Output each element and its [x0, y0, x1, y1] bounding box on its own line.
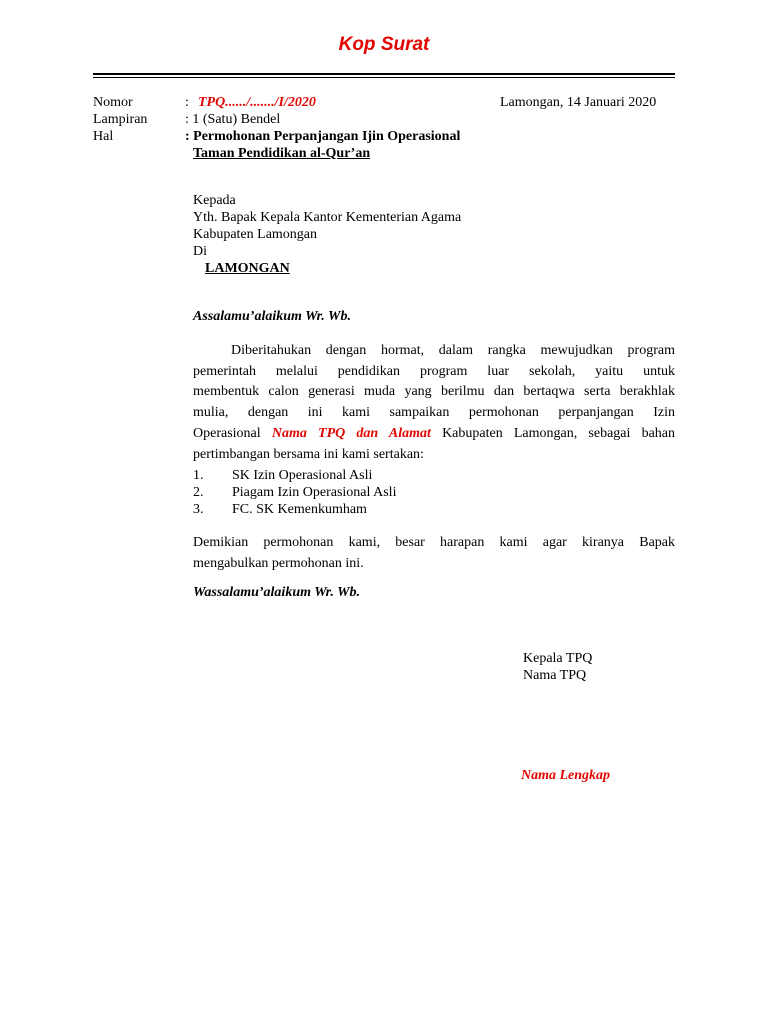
hal-label: Hal — [93, 129, 114, 144]
lampiran-label: Lampiran — [93, 112, 148, 127]
recipient-city: LAMONGAN — [205, 261, 290, 276]
letterhead-rule-thick — [93, 73, 675, 75]
lampiran-value: : 1 (Satu) Bendel — [185, 112, 281, 127]
attachment-num: 3. — [193, 502, 204, 517]
signature-role: Kepala TPQ — [523, 651, 593, 666]
recipient-line2: Yth. Bapak Kepala Kantor Kementerian Agama — [193, 210, 462, 225]
body-text: Operasional — [193, 425, 261, 441]
body-text: Kabupaten Lamongan, sebagai bahan — [442, 425, 676, 441]
letterhead-title: Kop Surat — [338, 34, 430, 55]
recipient-line3: Kabupaten Lamongan — [193, 227, 318, 242]
recipient-line1: Kepada — [193, 193, 236, 208]
attachment-num: 2. — [193, 485, 204, 500]
farewell: Wassalamu’alaikum Wr. Wb. — [193, 585, 361, 600]
body-line: pertimbangan bersama ini kami sertakan: — [193, 446, 424, 462]
attachment-text: FC. SK Kemenkumham — [232, 502, 367, 517]
hal-value-line2: Taman Pendidikan al-Qur’an — [193, 146, 371, 161]
letterhead-rule-thin — [93, 77, 675, 78]
nomor-label: Nomor — [93, 95, 133, 110]
tpq-name-placeholder: Nama TPQ dan Alamat — [271, 425, 431, 441]
closing-line: Demikian permohonan kami, besar harapan kami agar kiranya Bapak — [193, 535, 675, 550]
closing-line: mengabulkan permohonan ini. — [193, 555, 364, 571]
attachment-num: 1. — [193, 468, 204, 483]
body-paragraph — [193, 341, 675, 465]
attachment-text: Piagam Izin Operasional Asli — [232, 485, 397, 500]
body-line — [193, 424, 675, 445]
greeting: Assalamu’alaikum Wr. Wb. — [193, 309, 351, 324]
body-line: Diberitahukan dengan hormat, dalam rangka mewujudkan program — [231, 343, 675, 358]
closing-paragraph — [193, 533, 675, 574]
signature-name: Nama Lengkap — [521, 768, 611, 783]
letter-date: Lamongan, 14 Januari 2020 — [500, 95, 657, 110]
signature-org: Nama TPQ — [523, 668, 587, 683]
hal-value-line1: : Permohonan Perpanjangan Ijin Operasional — [185, 129, 461, 144]
nomor-value: TPQ....../......./I/2020 — [198, 95, 316, 110]
body-line: membentuk calon generasi muda yang berilmu dan bertaqwa serta berakhlak — [193, 384, 675, 400]
body-line: pemerintah melalui pendidikan program luar sekolah, yaitu untuk — [193, 363, 675, 379]
body-line: mulia, dengan ini kami sampaikan permohonan perpanjangan Izin — [193, 405, 675, 421]
nomor-colon: : — [185, 95, 189, 110]
recipient-line4: Di — [193, 244, 207, 259]
attachment-text: SK Izin Operasional Asli — [232, 468, 373, 483]
